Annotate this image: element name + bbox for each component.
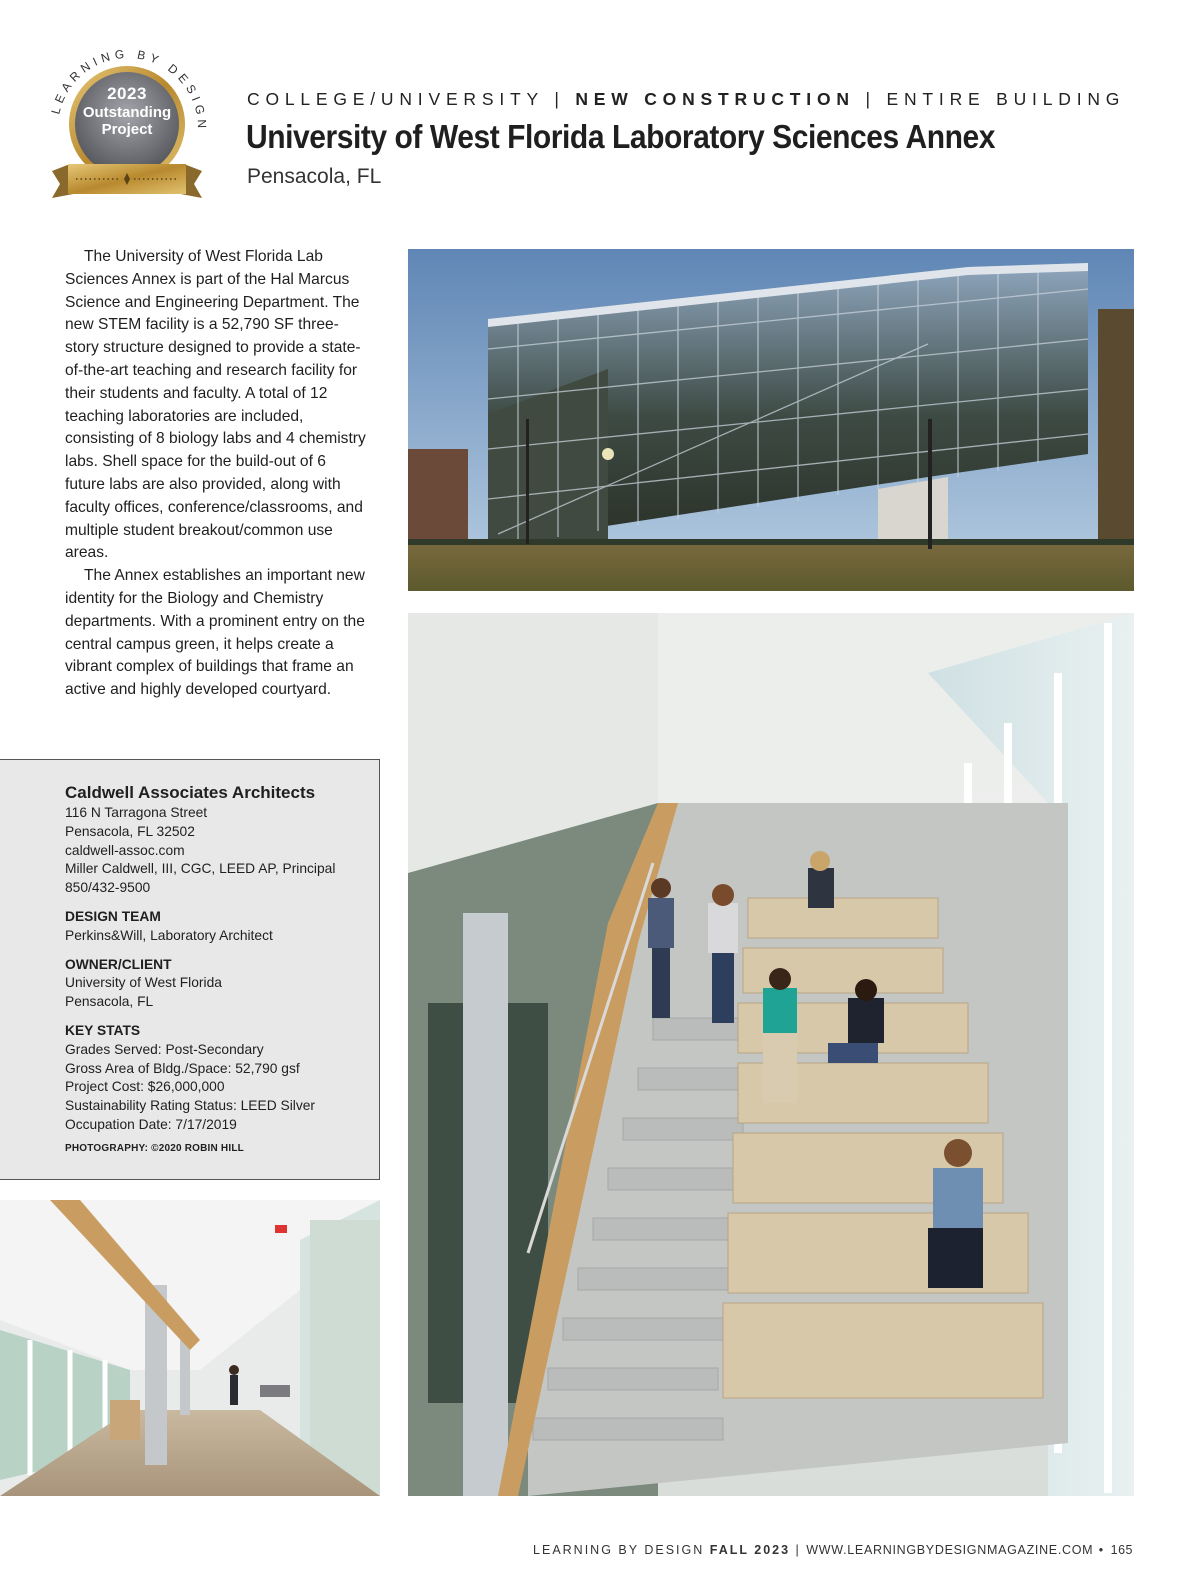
photo-credit: PHOTOGRAPHY: ©2020 ROBIN HILL (65, 1142, 244, 1154)
footer-website-link[interactable]: WWW.LEARNINGBYDESIGNMAGAZINE.COM (806, 1543, 1094, 1557)
project-location: Pensacola, FL (247, 165, 382, 188)
design-team-value: Perkins&Will, Laboratory Architect (65, 927, 273, 943)
owner-name: University of West Florida (65, 975, 222, 991)
article-body (65, 246, 370, 702)
badge-arc-text: LEARNING BY DESIGN (48, 46, 210, 133)
article-paragraph: The Annex establishes an important new identity for the Biology and Chemistry departments. With a prominent entry on the central campus green, it helps create a vibrant complex of buildings that frame an active and highly developed courtyard. (65, 567, 365, 699)
stair-interior-photo (408, 613, 1134, 1496)
badge-label-project: Project (101, 121, 153, 138)
firm-address-city: Pensacola, FL 32502 (65, 823, 195, 839)
stat-sustainability: Sustainability Rating Status: LEED Silver (65, 1098, 315, 1114)
page-footer (533, 1543, 1133, 1557)
footer-magazine: LEARNING BY DESIGN (533, 1543, 705, 1557)
stat-project-cost: Project Cost: $26,000,000 (65, 1079, 225, 1095)
category-separator: | (554, 89, 565, 109)
page-title: University of West Florida Laboratory Sciences Annex (246, 118, 996, 155)
category-entire-building: ENTIRE BUILDING (886, 89, 1126, 109)
firm-phone: 850/432-9500 (65, 880, 151, 896)
key-stats-heading: KEY STATS (65, 1022, 141, 1038)
category-line (247, 89, 1125, 110)
corridor-interior-photo (0, 1200, 380, 1496)
stat-occupation-date: Occupation Date: 7/17/2019 (65, 1116, 237, 1132)
footer-separator: | (795, 1543, 801, 1557)
page-number: 165 (1110, 1543, 1133, 1557)
design-team-heading: DESIGN TEAM (65, 908, 161, 924)
owner-heading: OWNER/CLIENT (65, 956, 172, 972)
stat-gross-area: Gross Area of Bldg./Space: 52,790 gsf (65, 1060, 300, 1076)
firm-name: Caldwell Associates Architects (65, 783, 316, 802)
category-college: COLLEGE/UNIVERSITY (247, 89, 544, 109)
footer-issue: FALL 2023 (709, 1543, 791, 1557)
article-paragraph: The University of West Florida Lab Sciences Annex is part of the Hal Marcus Science and Engineering Department. The new STEM facility is a 52,790 SF three-story structure designed to provide a state-of-the-art teaching and research facility for their students and faculty. A total of 12 teaching laboratories are included, consisting of 8 biology labs and 4 chemistry labs. Shell space for the build-out of 6 future labs are also provided, along with faculty offices, conference/classrooms, and multiple student breakout/common use areas. (65, 248, 366, 562)
firm-contact: Miller Caldwell, III, CGC, LEED AP, Principal (65, 861, 336, 877)
exterior-photo (408, 249, 1134, 591)
stat-grades: Grades Served: Post-Secondary (65, 1041, 264, 1057)
badge-year: 2023 (107, 84, 147, 103)
project-info-box (0, 759, 380, 1180)
firm-address-street: 116 N Tarragona Street (65, 805, 208, 820)
footer-bullet: • (1098, 1543, 1106, 1557)
owner-location: Pensacola, FL (65, 994, 154, 1010)
firm-website: caldwell-assoc.com (65, 842, 185, 858)
badge-label-outstanding: Outstanding (82, 104, 172, 121)
award-badge (42, 36, 212, 208)
category-separator: | (865, 89, 876, 109)
category-new-construction: NEW CONSTRUCTION (575, 89, 855, 109)
